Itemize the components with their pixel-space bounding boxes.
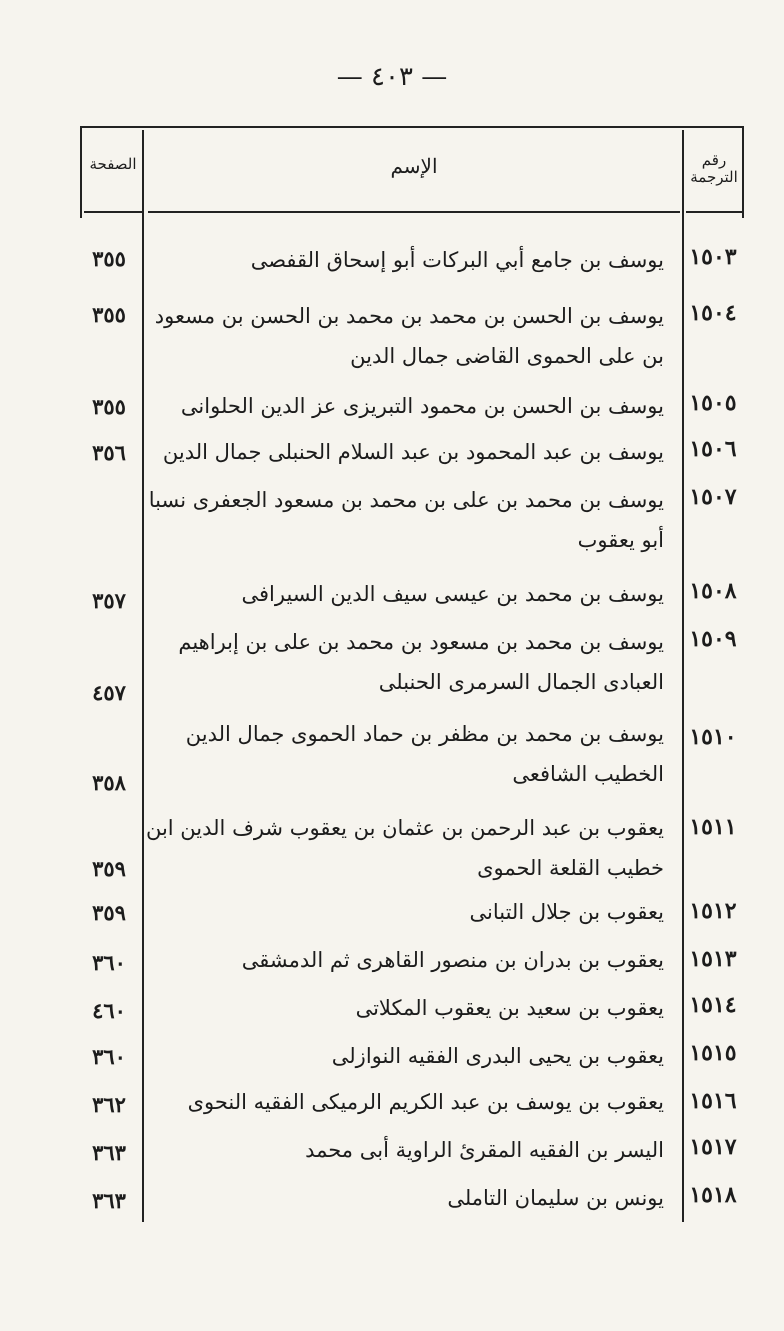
entry-number: ١٥٠٧ [689, 484, 737, 510]
entry-name: يوسف بن محمد بن عيسى سيف الدين السيرافى [241, 582, 664, 606]
entry-name: يعقوب بن يحيى البدرى الفقيه النوازلى [331, 1044, 664, 1068]
entry-name: يوسف بن عبد المحمود بن عبد السلام الحنبلى جمال الدين [162, 440, 664, 464]
entry-page: ٣٥٥ [92, 394, 126, 419]
page-number: — ٤٠٣ — [336, 62, 448, 92]
entry-name: يوسف بن جامع أبي البركات أبو إسحاق القفصى [250, 248, 664, 272]
entry-number: ١٥٠٦ [689, 436, 737, 462]
entry-page: ٣٦٣ [92, 1188, 126, 1213]
entry-number: ١٥١٤ [689, 992, 737, 1018]
header-bottom-rule-right [686, 211, 742, 213]
entry-page: ٣٦٠ [92, 950, 126, 975]
entry-number: ١٥١٨ [689, 1182, 737, 1208]
entry-number: ١٥١٣ [689, 946, 737, 972]
entry-page: ٣٥٨ [92, 770, 126, 795]
entry-number: ١٥٠٣ [689, 244, 737, 270]
entry-number: ١٥١١ [689, 814, 737, 840]
entry-page: ٣٥٩ [92, 900, 126, 925]
entry-number: ١٥١٧ [689, 1134, 737, 1160]
header-bottom-rule-left [84, 211, 142, 213]
entry-page: ٣٥٥ [92, 246, 126, 271]
entry-page: ٣٥٥ [92, 302, 126, 327]
entry-page: ٣٥٧ [92, 588, 126, 613]
entry-page: ٣٥٦ [92, 440, 126, 465]
entry-name: يعقوب بن بدران بن منصور القاهرى ثم الدمشقى [241, 948, 664, 972]
entry-name: يوسف بن الحسن بن محمود التبريزى عز الدين الحلوانى [180, 394, 664, 418]
entry-page: ٣٥٩ [92, 856, 126, 881]
entry-number: ١٥٠٩ [689, 626, 737, 652]
entry-name: يعقوب بن جلال التبانى [469, 900, 664, 924]
entry-number: ١٥١٢ [689, 898, 737, 924]
entry-page: ٤٥٧ [92, 680, 126, 705]
header-name: الإسم [390, 154, 438, 178]
table-left-border [80, 128, 82, 218]
table-top-rule [80, 126, 744, 128]
entry-page: ٣٦٣ [92, 1140, 126, 1165]
entry-name: اليسر بن الفقيه المقرئ الراوية أبى محمد [305, 1138, 664, 1162]
entry-name: يوسف بن محمد بن مظفر بن حماد الحموى جمال الدين الخطيب الشافعى [185, 722, 664, 786]
entry-name: يعقوب بن عبد الرحمن بن عثمان بن يعقوب شرف الدين ابن خطيب القلعة الحموى [145, 816, 664, 880]
entry-name: يونس بن سليمان التاملى [447, 1186, 664, 1210]
entry-page: ٤٦٠ [92, 998, 126, 1023]
entry-name: يعقوب بن يوسف بن عبد الكريم الرميكى الفقيه النحوى [187, 1090, 664, 1114]
header-page: الصفحة [89, 155, 137, 173]
entry-page: ٣٦٠ [92, 1044, 126, 1069]
entry-name: يوسف بن الحسن بن محمد بن محمد بن الحسن بن مسعود بن على الحموى القاضى جمال الدين [154, 304, 664, 368]
entry-number: ١٥٠٥ [689, 390, 737, 416]
entry-name: يوسف بن محمد بن على بن محمد بن مسعود الجعفرى نسبا أبو يعقوب [148, 488, 664, 552]
table-right-border [742, 128, 744, 218]
entry-name: يوسف بن محمد بن مسعود بن محمد بن على بن إبراهيم العبادى الجمال السرمرى الحنبلى [178, 630, 664, 694]
entry-name: يعقوب بن سعيد بن يعقوب المكلاتى [355, 996, 664, 1020]
entry-number: ١٥١٦ [689, 1088, 737, 1114]
entry-page: ٣٦٢ [92, 1092, 126, 1117]
entry-number: ١٥٠٤ [689, 300, 737, 326]
entry-number: ١٥١٠ [689, 724, 737, 750]
entry-number: ١٥٠٨ [689, 578, 737, 604]
header-bottom-rule-middle [148, 211, 680, 213]
entry-number: ١٥١٥ [689, 1040, 737, 1066]
header-number: رقم الترجمة [690, 151, 738, 186]
